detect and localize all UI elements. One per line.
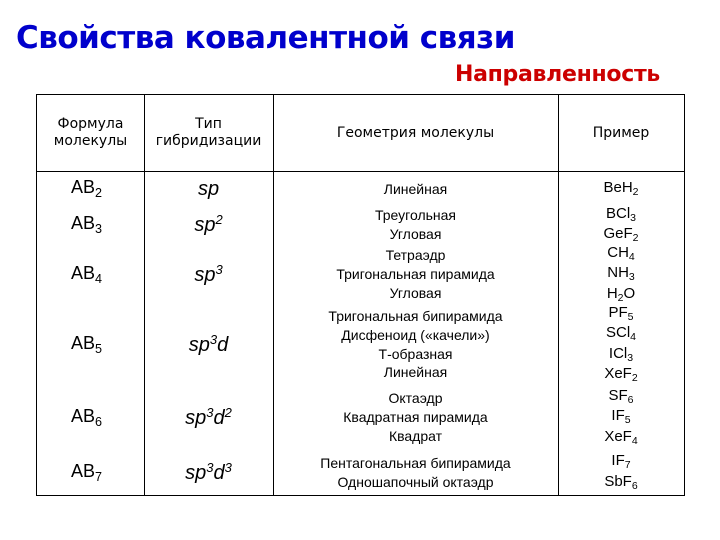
example-part: 6	[627, 394, 634, 407]
example-part: NH	[607, 264, 629, 282]
example-part: CH	[607, 244, 629, 262]
geometry-line: Пентагональная бипирамида	[320, 454, 511, 471]
example-cell	[558, 450, 684, 495]
geometry-cell	[273, 385, 558, 450]
hybridization-part: d	[213, 407, 225, 430]
header-formula	[37, 95, 144, 171]
geometry-line: Тетраэдр	[385, 247, 446, 264]
formula-subscript: 3	[95, 221, 103, 236]
header-formula-line-2: молекулы	[53, 133, 128, 149]
example-part: IF	[611, 452, 625, 470]
hybridization-part: 3	[209, 331, 218, 347]
example-part: SCl	[605, 324, 631, 342]
geometry-cell	[273, 304, 558, 385]
geometry-cell	[273, 205, 558, 245]
formula-base: AB	[71, 213, 96, 234]
formula-text	[71, 461, 102, 485]
geometry-line: Квадрат	[388, 427, 443, 444]
formula-base: AB	[71, 405, 96, 426]
hybridization-part: sp	[197, 178, 220, 200]
geometry-cell	[273, 245, 558, 304]
example-formula	[608, 304, 633, 324]
example-formula	[603, 225, 638, 245]
header-hybridization-line-1: Тип	[195, 116, 222, 133]
example-formula	[609, 345, 633, 365]
geometry-cell	[273, 173, 558, 205]
example-part: ICl	[608, 344, 628, 362]
hybridization-part: 3	[206, 459, 214, 475]
geometry-line: Треугольная	[374, 207, 457, 224]
hybridization-part: sp	[194, 264, 216, 287]
formula-text	[71, 263, 102, 287]
formula-subscript: 4	[95, 271, 103, 286]
example-cell	[558, 205, 684, 245]
formula-subscript: 5	[95, 341, 103, 356]
example-part: SF	[608, 387, 628, 405]
geometry-line: Угловая	[389, 284, 442, 301]
geometry-line: Линейная	[383, 364, 448, 381]
hybridization-part: sp	[194, 214, 216, 237]
example-formula	[606, 205, 636, 225]
geometry-line: Т-образная	[378, 345, 453, 362]
header-example-text: Пример	[592, 124, 650, 141]
header-geometry-text: Геометрия молекулы	[336, 124, 495, 141]
example-formula	[604, 473, 637, 493]
formula-cell	[37, 450, 144, 495]
hybridization-part: 3	[215, 261, 223, 277]
formula-cell	[37, 385, 144, 450]
formula-text	[71, 213, 102, 237]
hybridization-part: sp	[188, 334, 210, 357]
example-part: 6	[631, 479, 638, 492]
hybridization-text	[189, 332, 228, 357]
formula-cell	[37, 245, 144, 304]
formula-subscript: 2	[95, 185, 103, 200]
example-formula	[607, 264, 635, 284]
hybridization-text	[185, 405, 232, 430]
example-cell	[558, 385, 684, 450]
example-part: BeH	[603, 178, 633, 196]
formula-subscript: 6	[95, 414, 103, 429]
example-part: 4	[631, 434, 638, 447]
example-part: 3	[627, 351, 634, 364]
geometry-line: Угловая	[389, 226, 442, 242]
hybridization-part: sp	[185, 462, 207, 485]
header-formula-line-1: Формула	[57, 116, 124, 133]
geometry-line: Тригональная бипирамида	[328, 307, 503, 324]
formula-subscript: 7	[95, 469, 103, 484]
formula-text	[71, 177, 102, 201]
header-example	[558, 95, 684, 171]
example-part: XeF	[604, 364, 632, 382]
hybridization-part: 3	[206, 404, 214, 420]
example-part: 2	[617, 291, 624, 304]
hybridization-part: 2	[224, 404, 232, 420]
example-formula	[611, 407, 630, 427]
hybridization-part: d	[217, 334, 229, 357]
example-part: 4	[630, 331, 636, 344]
hybridization-cell	[144, 450, 273, 495]
hybridization-cell	[144, 304, 273, 385]
slide-subtitle: Направленность	[455, 62, 661, 87]
covalent-bond-table	[36, 94, 685, 496]
formula-base: AB	[71, 177, 96, 198]
example-part: SbF	[604, 472, 632, 490]
hybridization-cell	[144, 173, 273, 205]
geometry-line: Одношапочный октаэдр	[337, 473, 494, 490]
example-formula	[611, 452, 630, 472]
formula-base: AB	[71, 460, 96, 481]
example-part: 2	[632, 186, 639, 198]
example-cell	[558, 304, 684, 385]
example-part: 3	[628, 271, 635, 284]
example-part: 7	[624, 459, 631, 472]
hybridization-text	[185, 460, 232, 485]
geometry-line: Квадратная пирамида	[343, 409, 488, 426]
example-part: PF	[608, 303, 628, 321]
example-formula	[607, 285, 635, 305]
hybridization-part: d	[213, 462, 225, 485]
example-part: 2	[631, 371, 638, 384]
example-formula	[604, 365, 637, 385]
hybridization-text	[194, 212, 222, 237]
hybridization-cell	[144, 245, 273, 304]
example-formula	[603, 179, 638, 199]
geometry-line: Линейная	[383, 180, 448, 197]
example-part: 5	[627, 311, 634, 324]
hybridization-part: 3	[224, 459, 232, 475]
header-hybridization-line-2: гибридизации	[155, 133, 262, 149]
geometry-line: Дисфеноид («качели»)	[341, 326, 490, 343]
header-divider	[37, 171, 684, 172]
header-geometry	[273, 95, 558, 171]
example-part: XeF	[604, 427, 632, 445]
formula-text	[71, 406, 102, 430]
hybridization-cell	[144, 385, 273, 450]
formula-text	[71, 333, 102, 357]
example-formula	[606, 324, 636, 344]
example-part: GeF	[603, 225, 633, 242]
geometry-cell	[273, 450, 558, 495]
example-formula	[608, 387, 633, 407]
formula-cell	[37, 173, 144, 205]
example-part: O	[623, 284, 636, 302]
example-part: BCl	[605, 204, 631, 222]
hybridization-part: sp	[185, 407, 207, 430]
geometry-line: Тригональная пирамида	[336, 266, 495, 283]
formula-cell	[37, 304, 144, 385]
example-cell	[558, 173, 684, 205]
example-formula	[607, 244, 635, 264]
example-part: IF	[611, 407, 625, 425]
formula-cell	[37, 205, 144, 245]
formula-base: AB	[71, 332, 96, 353]
slide-title: Свойства ковалентной связи	[16, 20, 515, 56]
hybridization-text	[198, 177, 219, 201]
example-part: 2	[632, 232, 639, 245]
example-formula	[604, 428, 637, 448]
hybridization-text	[194, 262, 222, 287]
example-part: 3	[630, 211, 636, 224]
formula-base: AB	[71, 262, 96, 283]
example-cell	[558, 245, 684, 304]
header-hybridization	[144, 95, 273, 171]
example-part: H	[606, 284, 618, 302]
hybridization-cell	[144, 205, 273, 245]
example-part: 4	[628, 251, 635, 264]
example-part: 5	[624, 414, 631, 427]
hybridization-part: 2	[215, 212, 223, 228]
geometry-line: Октаэдр	[388, 390, 443, 407]
